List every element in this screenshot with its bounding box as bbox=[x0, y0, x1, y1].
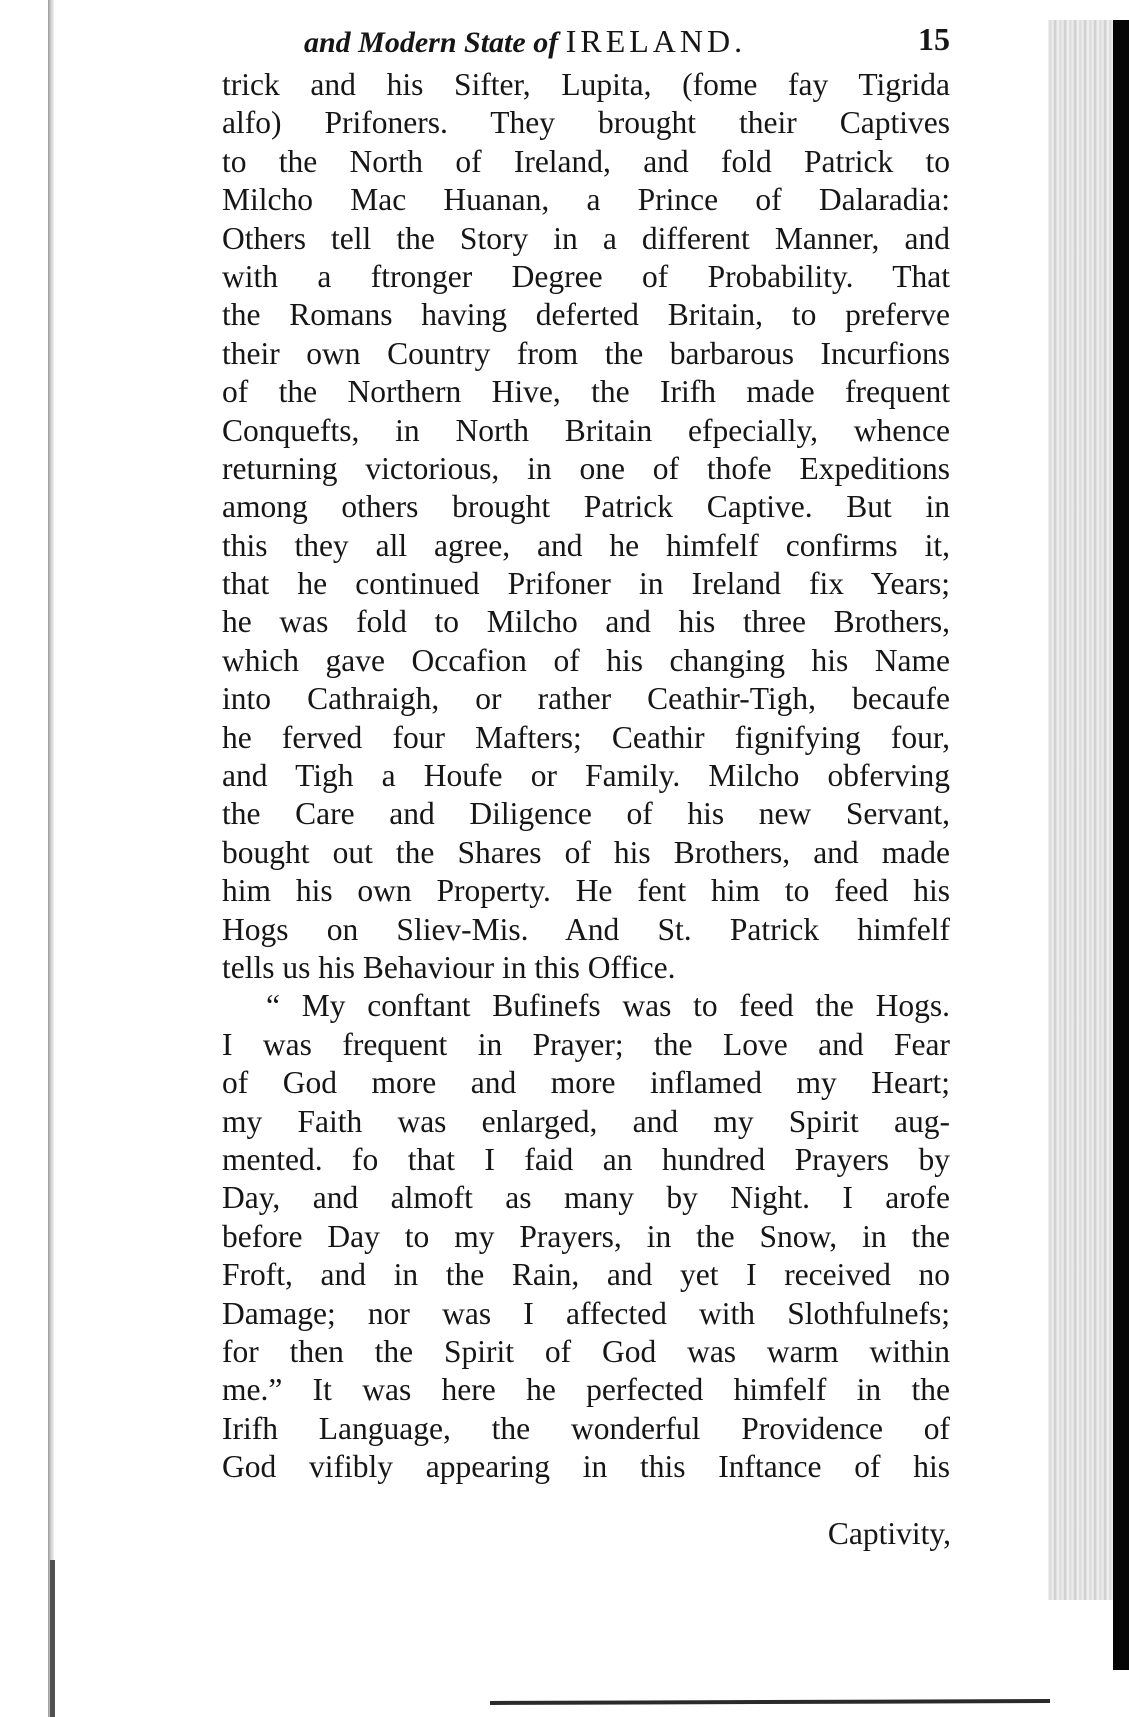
text-line: alfo) Prifoners. They brought their Captives bbox=[222, 105, 950, 141]
text-line: Hogs on Sliev-Mis. And St. Patrick himfelf bbox=[222, 911, 950, 947]
text-line: bought out the Shares of his Brothers, and made bbox=[222, 834, 950, 870]
page-left-edge-shadow bbox=[48, 0, 54, 1717]
page-number: 15 bbox=[918, 21, 950, 57]
text-line: my Faith was enlarged, and my Spirit aug- bbox=[222, 1103, 950, 1139]
text-line: trick and his Sifter, Lupita, (fome fay Tigrida bbox=[222, 67, 950, 102]
running-head-italic: and Modern State of bbox=[304, 26, 566, 59]
text-line: Froft, and in the Rain, and yet I received no bbox=[222, 1257, 950, 1293]
page-right-edge-black bbox=[1113, 20, 1129, 1670]
body-text bbox=[222, 66, 950, 1486]
text-line: with a ftronger Degree of Probability. That bbox=[222, 258, 950, 294]
text-line: the Care and Diligence of his new Servant, bbox=[222, 796, 950, 832]
bottom-scan-rule bbox=[490, 1699, 1050, 1705]
text-line: Milcho Mac Huanan, a Prince of Dalaradia: bbox=[222, 182, 950, 218]
text-line: God vifibly appearing in this Inftance of his bbox=[222, 1449, 950, 1485]
text-line: returning victorious, in one of thofe Expeditions bbox=[222, 450, 950, 486]
text-line: into Cathraigh, or rather Ceathir-Tigh, becaufe bbox=[222, 681, 950, 717]
text-line: that he continued Prifoner in Ireland fix Years; bbox=[222, 566, 950, 602]
text-line: he was fold to Milcho and his three Brothers, bbox=[222, 604, 950, 640]
page-left-edge-dark bbox=[50, 1560, 55, 1717]
text-line: which gave Occafion of his changing his Name bbox=[222, 642, 950, 678]
text-line: him his own Property. He fent him to feed his bbox=[222, 873, 950, 909]
text-line: their own Country from the barbarous Incurfions bbox=[222, 335, 950, 371]
text-line: tells us his Behaviour in this Office. bbox=[222, 949, 676, 985]
text-line: of God more and more inflamed my Heart; bbox=[222, 1065, 950, 1101]
text-line: Others tell the Story in a different Manner, and bbox=[222, 220, 950, 256]
text-line: Day, and almoft as many by Night. I arofe bbox=[222, 1180, 950, 1216]
text-line: before Day to my Prayers, in the Snow, in the bbox=[222, 1218, 950, 1254]
text-line: he ferved four Mafters; Ceathir fignifying four, bbox=[222, 719, 950, 755]
text-line: I was frequent in Prayer; the Love and Fear bbox=[222, 1026, 950, 1062]
page-header bbox=[210, 18, 950, 64]
catchword: Captivity, bbox=[827, 1516, 951, 1551]
running-head bbox=[304, 22, 746, 62]
text-line: among others brought Patrick Captive. But in bbox=[222, 489, 950, 525]
text-line: me.” It was here he perfected himfelf in the bbox=[222, 1372, 950, 1408]
text-line: for then the Spirit of God was warm within bbox=[222, 1333, 950, 1369]
text-line-quote-start: “ My conftant Bufinefs was to feed the Hogs. bbox=[266, 988, 950, 1024]
text-line: Irifh Language, the wonderful Providence of bbox=[222, 1410, 950, 1446]
text-line: Damage; nor was I affected with Slothfulnefs; bbox=[222, 1295, 950, 1331]
text-line: of the Northern Hive, the Irifh made frequent bbox=[222, 374, 950, 410]
text-line: Conquefts, in North Britain efpecially, whence bbox=[222, 412, 950, 448]
text-line: this they all agree, and he himfelf confirms it, bbox=[222, 527, 950, 563]
running-head-caps: IRELAND. bbox=[565, 23, 747, 59]
text-line: and Tigh a Houfe or Family. Milcho obferving bbox=[222, 758, 950, 794]
text-line: the Romans having deferted Britain, to preferve bbox=[222, 297, 950, 333]
text-line: to the North of Ireland, and fold Patrick to bbox=[222, 143, 950, 179]
page-right-edge-shadow bbox=[1048, 20, 1118, 1600]
text-line: mented. fo that I faid an hundred Prayers by bbox=[222, 1141, 950, 1177]
